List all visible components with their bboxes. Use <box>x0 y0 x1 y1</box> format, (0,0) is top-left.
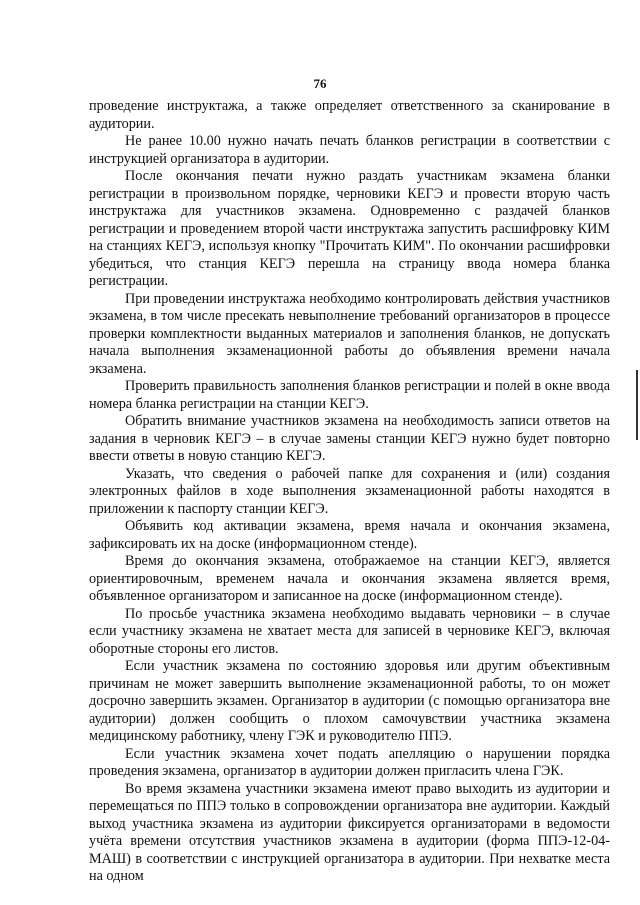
paragraph: Если участник экзамена хочет подать апелляцию о нарушении порядка проведения экзамена, организатор в аудитории должен пригласить члена ГЭК. <box>89 745 610 779</box>
paragraph: Если участник экзамена по состоянию здоровья или другим объективным причинам не может завершить выполнение экзаменационной работы, то он может досрочно завершить экзамен. Организатор в аудитории (с помощью организатора вне аудитории) должен сообщить о плохом самочувствии участника экзамена медицинскому работнику, члену ГЭК и руководителю ППЭ. <box>89 658 610 744</box>
paragraph: проведение инструктажа, а также определяет ответственного за сканирование в аудитории. <box>89 98 610 132</box>
paragraph: При проведении инструктажа необходимо контролировать действия участников экзамена, в том числе пресекать невыполнение требований организаторов в процессе проверки комплектности выданных материалов и заполнения бланков, не допускать начала выполнения экзаменационной работы до объявления времени начала экзамена. <box>89 290 610 377</box>
paragraph: Объявить код активации экзамена, время начала и окончания экзамена, зафиксировать их на доске (информационном стенде). <box>89 518 610 552</box>
paragraph: Не ранее 10.00 нужно начать печать бланков регистрации в соответствии с инструкцией организатора в аудитории. <box>89 133 610 167</box>
paragraph: По просьбе участника экзамена необходимо выдавать черновики – в случае если участнику экзамена не хватает места для записей в черновике КЕГЭ, включая оборотные стороны его листов. <box>89 605 610 657</box>
paragraph: Время до окончания экзамена, отображаемое на станции КЕГЭ, является ориентировочным, временем начала и окончания экзамена является время, объявленное организатором и записанное на доске (информационном стенде). <box>89 553 610 604</box>
page-number: 76 <box>313 76 327 91</box>
paragraph: Во время экзамена участники экзамена имеют право выходить из аудитории и перемещаться по ППЭ только в сопровождении организатора вне аудитории. Каждый выход участника экзамена из аудитории фиксируется организаторами в ведомости учёта времени отсутствия участников экзамена в аудитории (форма ППЭ-12-04-МАШ) в соответствии с инструкцией организатора в аудитории. При нехватке места на одном <box>89 780 610 884</box>
paragraph: Проверить правильность заполнения бланков регистрации и полей в окне ввода номера бланка регистрации на станции КЕГЭ. <box>89 378 610 412</box>
paragraph: После окончания печати нужно раздать участникам экзамена бланки регистрации в произвольном порядке, черновики КЕГЭ и провести вторую часть инструктажа для участников экзамена. Одновременно с раздачей бланков регистрации и проведением второй части инструктажа запустить расшифровку КИМ на станциях КЕГЭ, используя кнопку "Прочитать КИМ". По окончании расшифровки убедиться, что станция КЕГЭ перешла на страницу ввода номера бланка регистрации. <box>89 168 610 289</box>
scan-edge-mark <box>636 370 638 440</box>
paragraph: Указать, что сведения о рабочей папке для сохранения и (или) создания электронных файлов в ходе выполнения экзаменационной работы находятся в приложении к паспорту станции КЕГЭ. <box>89 465 610 517</box>
paragraph: Обратить внимание участников экзамена на необходимость записи ответов на задания в черновик КЕГЭ – в случае замены станции КЕГЭ нужно будет повторно ввести ответы в новую станцию КЕГЭ. <box>89 413 610 464</box>
body-text <box>89 98 610 886</box>
